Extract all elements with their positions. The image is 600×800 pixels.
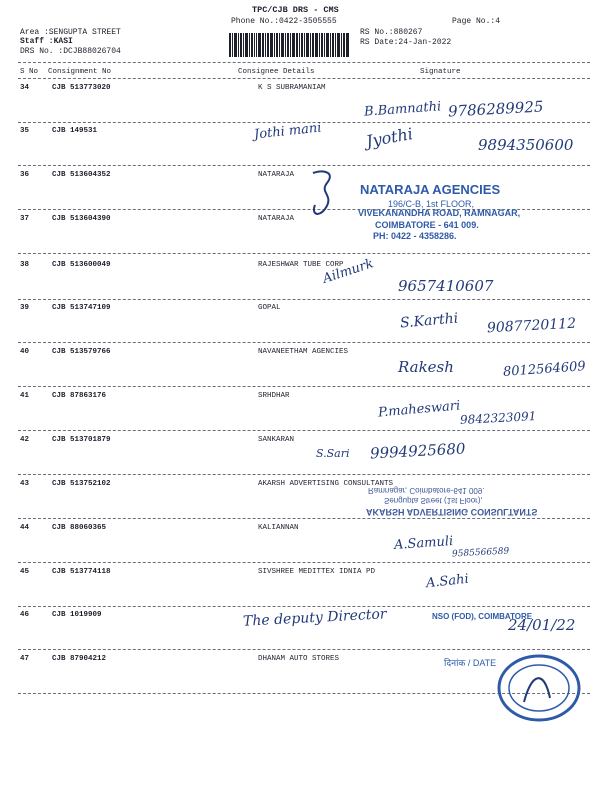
row-consignee-name: GOPAL (258, 304, 281, 312)
rs-date: RS Date:24-Jan-2022 (360, 38, 452, 47)
row-divider (18, 386, 590, 387)
row-sno: 38 (20, 261, 30, 269)
row-consignee-name: NATARAJA (258, 171, 295, 179)
row-divider (18, 299, 590, 300)
handwritten-signature: B.Bamnathi (363, 99, 442, 120)
row-sno: 42 (20, 436, 30, 444)
table-row (0, 261, 600, 304)
row-consignment-no: CJB 513701879 (52, 436, 111, 444)
row-sno: 34 (20, 84, 30, 92)
row-divider (18, 474, 590, 475)
row-sno: 41 (20, 392, 30, 400)
phone-number: Phone No.:0422-3505555 (231, 17, 337, 26)
row-consignee-name: AKARSH ADVERTISING CONSULTANTS (258, 480, 394, 488)
signature-scribble-icon (305, 165, 345, 225)
col-header-sno: S No (20, 68, 39, 76)
row-sno: 44 (20, 524, 30, 532)
row-divider (18, 342, 590, 343)
row-consignment-no: CJB 149531 (52, 127, 98, 135)
stamp-address-line: VIVEKANANDHA ROAD, RAMNAGAR, (358, 208, 521, 218)
handwritten-signature: S.Karthi (399, 310, 459, 332)
stamp-address-line: Ramnagar, Coimbatore-641 009. (368, 486, 485, 495)
row-sno: 43 (20, 480, 30, 488)
stamp-address-line: COIMBATORE - 641 009. (375, 220, 479, 230)
row-consignment-no: CJB 513747109 (52, 304, 111, 312)
row-sno: 40 (20, 348, 30, 356)
table-row (0, 568, 600, 611)
stamp-date-label: दिनांक / DATE (444, 658, 497, 668)
column-header-divider (18, 78, 590, 79)
handwritten-signature: A.Sahi (425, 571, 470, 592)
row-consignee-name: SIVSHREE MEDITTEX IDNIA PD (258, 568, 376, 576)
row-consignment-no: CJB 513752102 (52, 480, 111, 488)
handwritten-phone: 9994925680 (369, 439, 466, 463)
table-row (0, 215, 600, 258)
row-consignee-name: RAJESHWAR TUBE CORP (258, 261, 344, 269)
row-sno: 47 (20, 655, 30, 663)
row-consignee-name: KALIANNAN (258, 524, 299, 532)
row-sno: 46 (20, 611, 30, 619)
handwritten-signature: Rakesh (398, 358, 454, 376)
row-divider (18, 518, 590, 519)
staff-label: Staff :KASI (20, 37, 73, 46)
row-consignment-no: CJB 513774118 (52, 568, 111, 576)
row-sno: 36 (20, 171, 30, 179)
rs-number: RS No.:880267 (360, 28, 423, 37)
handwritten-signature: P.maheswari (377, 398, 461, 421)
handwritten-phone: 9894350600 (478, 136, 574, 154)
row-consignee-name: DHANAM AUTO STORES (258, 655, 340, 663)
handwritten-phone: 9585566589 (451, 546, 510, 560)
col-header-signature: Signature (420, 68, 461, 76)
row-consignee-name: SRHDHAR (258, 392, 290, 400)
table-row (0, 436, 600, 479)
row-divider (18, 606, 590, 607)
stamp-company-name: AKARSH ADVERTISING CONSULTANTS (366, 507, 538, 517)
row-divider (18, 430, 590, 431)
round-seal-icon (494, 652, 584, 724)
handwritten-phone: 9087720112 (486, 315, 577, 337)
stamp-office-line: NSO (FOD), COIMBATORE (432, 612, 533, 621)
row-divider (18, 165, 590, 166)
row-sno: 35 (20, 127, 30, 135)
stamp-company-name: NATARAJA AGENCIES (360, 182, 501, 197)
drs-number: DRS No. :DCJB88026704 (20, 47, 121, 56)
area-label: Area :SENGUPTA STREET (20, 28, 121, 37)
col-header-consignment: Consignment No (48, 68, 112, 76)
header-divider (18, 62, 590, 63)
row-consignment-no: CJB 1019909 (52, 611, 102, 619)
handwritten-phone: 9842323091 (459, 409, 537, 427)
row-consignee-name: NATARAJA (258, 215, 295, 223)
row-divider (18, 253, 590, 254)
stamp-address-line: 196/C-B, 1st FLOOR, (388, 199, 475, 209)
stamp-phone: PH: 0422 - 4358286. (373, 231, 457, 241)
table-row (0, 524, 600, 567)
row-sno: 45 (20, 568, 30, 576)
row-consignment-no: CJB 513600049 (52, 261, 111, 269)
row-sno: 37 (20, 215, 30, 223)
row-consignment-no: CJB 87863176 (52, 392, 107, 400)
handwritten-signature: S.Sari (316, 447, 350, 460)
handwritten-phone: 9786289925 (447, 97, 544, 121)
row-divider (18, 649, 590, 650)
row-consignee-name: SANKARAN (258, 436, 295, 444)
handwritten-signature: Ailmurk (320, 256, 376, 287)
row-consignment-no: CJB 88060365 (52, 524, 107, 532)
row-consignee-name: NAVANEETHAM AGENCIES (258, 348, 349, 356)
row-sno: 39 (20, 304, 30, 312)
col-header-consignee: Consignee Details (238, 68, 315, 76)
row-consignment-no: CJB 513773020 (52, 84, 111, 92)
row-consignment-no: CJB 87904212 (52, 655, 107, 663)
handwritten-note: The deputy Director (242, 606, 387, 630)
row-consignment-no: CJB 513579766 (52, 348, 111, 356)
handwritten-signature: A.Samuli (393, 533, 454, 554)
row-consignment-no: CJB 513604390 (52, 215, 111, 223)
row-consignee-name: K S SUBRAMANIAM (258, 84, 326, 92)
report-title: TPC/CJB DRS - CMS (252, 5, 339, 15)
handwritten-phone: 8012564609 (502, 359, 587, 380)
handwritten-date: 24/01/22 (508, 616, 576, 634)
row-divider (18, 562, 590, 563)
handwritten-name: Jothi mani (253, 120, 323, 143)
row-consignment-no: CJB 513604352 (52, 171, 111, 179)
handwritten-signature: Jyothi (364, 124, 415, 151)
page-number: Page No.:4 (452, 17, 501, 26)
stamp-address-line: Sengupta Street (1st Floor), (384, 496, 483, 505)
barcode-image (229, 33, 349, 57)
handwritten-phone: 9657410607 (398, 277, 494, 295)
